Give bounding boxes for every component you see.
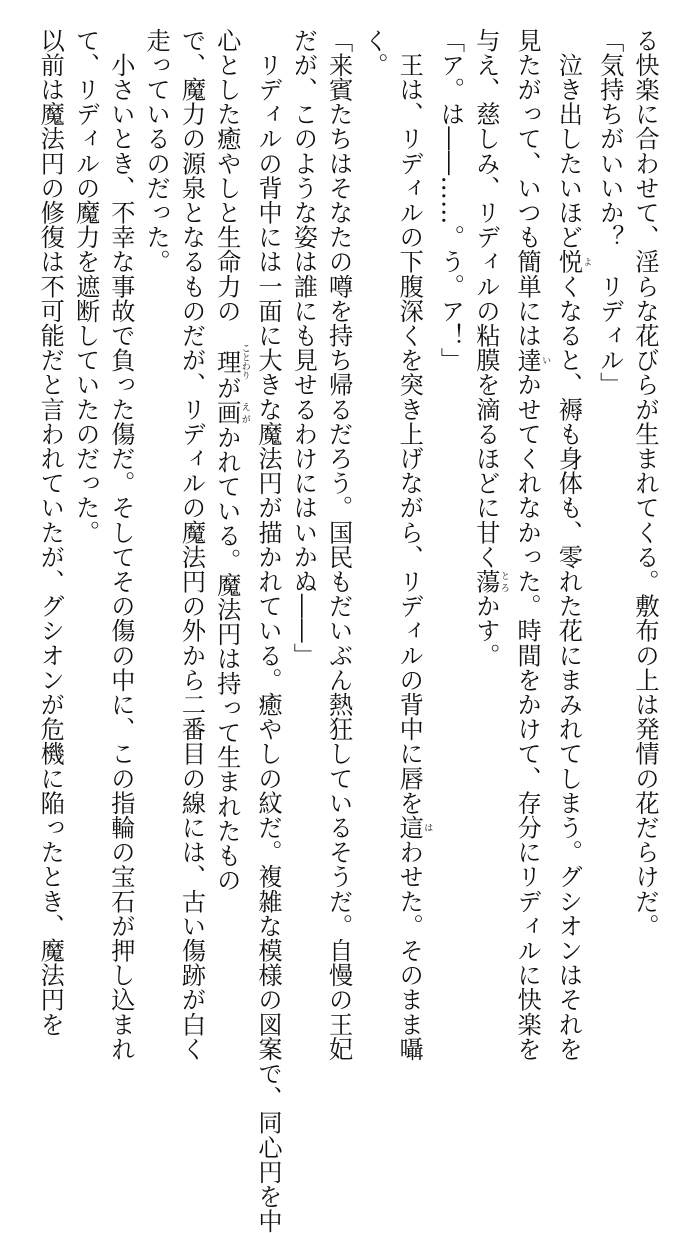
text-line (138, 28, 173, 988)
ruby-base: 画 (212, 400, 241, 426)
text-line (173, 28, 208, 1062)
text-line (432, 28, 467, 988)
text-segment: 与え、慈しみ、リディルの粘膜を滴るほどに甘く (471, 28, 500, 570)
text-segment: 以前は魔法円の修復は不可能だと言われていたが、グシオンが危機に陥ったとき、魔法円を (36, 28, 65, 1037)
text-segment: かせてくれなかった。時間をかけて、存分にリディルに快楽を (513, 372, 542, 1062)
text-line (391, 28, 433, 1062)
text-segment: かす。 (471, 593, 500, 668)
text-segment: リディルの背中には一面に大きな魔法円が描かれている。癒やしの紋だ。複雑な模様の図案で、同心円を中 (254, 28, 283, 1233)
text-segment: 走っているのだった。 (142, 28, 171, 274)
ruby-annotation (395, 815, 433, 840)
text-segment: る快楽に合わせて、淫らな花びらが生まれてくる。敷布の上は発情の花だらけだ。 (631, 28, 659, 939)
text-segment: 「気持ちがいいか？ リディル」 (595, 28, 624, 397)
ruby-base: 理 (212, 343, 241, 380)
text-line (103, 28, 138, 1062)
text-line (320, 28, 355, 1062)
text-line (627, 28, 662, 988)
text-segment: 王は、リディルの下腹深くを突き上げながら、リディルの背中に唇を (395, 28, 424, 816)
text-segment: が (212, 375, 241, 401)
text-segment: 小さいとき、不幸な事故で負った傷だ。そしてその傷の中に、この指輪の宝石が押し込まれ (106, 28, 135, 1062)
ruby-base: 達 (513, 347, 542, 373)
text-segment: 見たがって、いつも簡単には (513, 28, 542, 348)
text-segment: で、魔力の源泉となるものだが、リディルの魔法円の外から二番目の線には、古い傷跡が白く (177, 28, 206, 1062)
ruby-reading: い (540, 347, 551, 373)
text-segment: 「来賓たちはそなたの噂を持ち帰るだろう。国民もだいぶん熱狂しているそうだ。自慢の王妃 (324, 28, 353, 1062)
ruby-base: 蕩 (471, 569, 500, 594)
ruby-annotation (513, 347, 551, 373)
ruby-base: 悦 (554, 249, 583, 275)
ruby-annotation (471, 569, 509, 594)
text-line (468, 28, 509, 988)
text-line (550, 28, 592, 1062)
text-segment: わせた。そのまま囁 (395, 839, 424, 1062)
ruby-reading: ことわり (239, 343, 250, 380)
text-segment: て、リディルの魔力を遮断していたのだった。 (71, 28, 100, 545)
ruby-base: 這 (395, 815, 424, 840)
vertical-text-body (32, 28, 662, 1233)
ruby-annotation (212, 400, 250, 426)
text-line (250, 28, 285, 1233)
ruby-reading: は (422, 815, 433, 840)
text-line (285, 28, 320, 988)
text-line (509, 28, 551, 1062)
ruby-annotation (554, 249, 592, 275)
text-line (356, 28, 391, 988)
text-segment: 心とした癒やしと生命力の (212, 28, 241, 348)
text-line (208, 28, 249, 988)
text-line (591, 28, 626, 988)
ruby-annotation (212, 343, 250, 380)
ruby-reading: とろ (498, 569, 509, 594)
ruby-reading: よ (581, 249, 592, 274)
text-segment: かれている。魔法円は持って生まれたもの (212, 425, 241, 893)
text-segment: 泣き出したいほど (554, 28, 583, 250)
text-line (32, 28, 67, 1037)
text-segment: くなると、褥も身体も、零れた花にまみれてしまう。グシオンはそれを (554, 274, 583, 1062)
text-segment: だが、このような姿は誰にも見せるわけにはいかぬ――」 (289, 28, 318, 668)
ruby-reading: えが (239, 400, 250, 425)
text-segment: く。 (359, 28, 388, 78)
text-line (67, 28, 102, 988)
text-segment: 「ア。は――……。う。ア！」 (436, 28, 465, 373)
